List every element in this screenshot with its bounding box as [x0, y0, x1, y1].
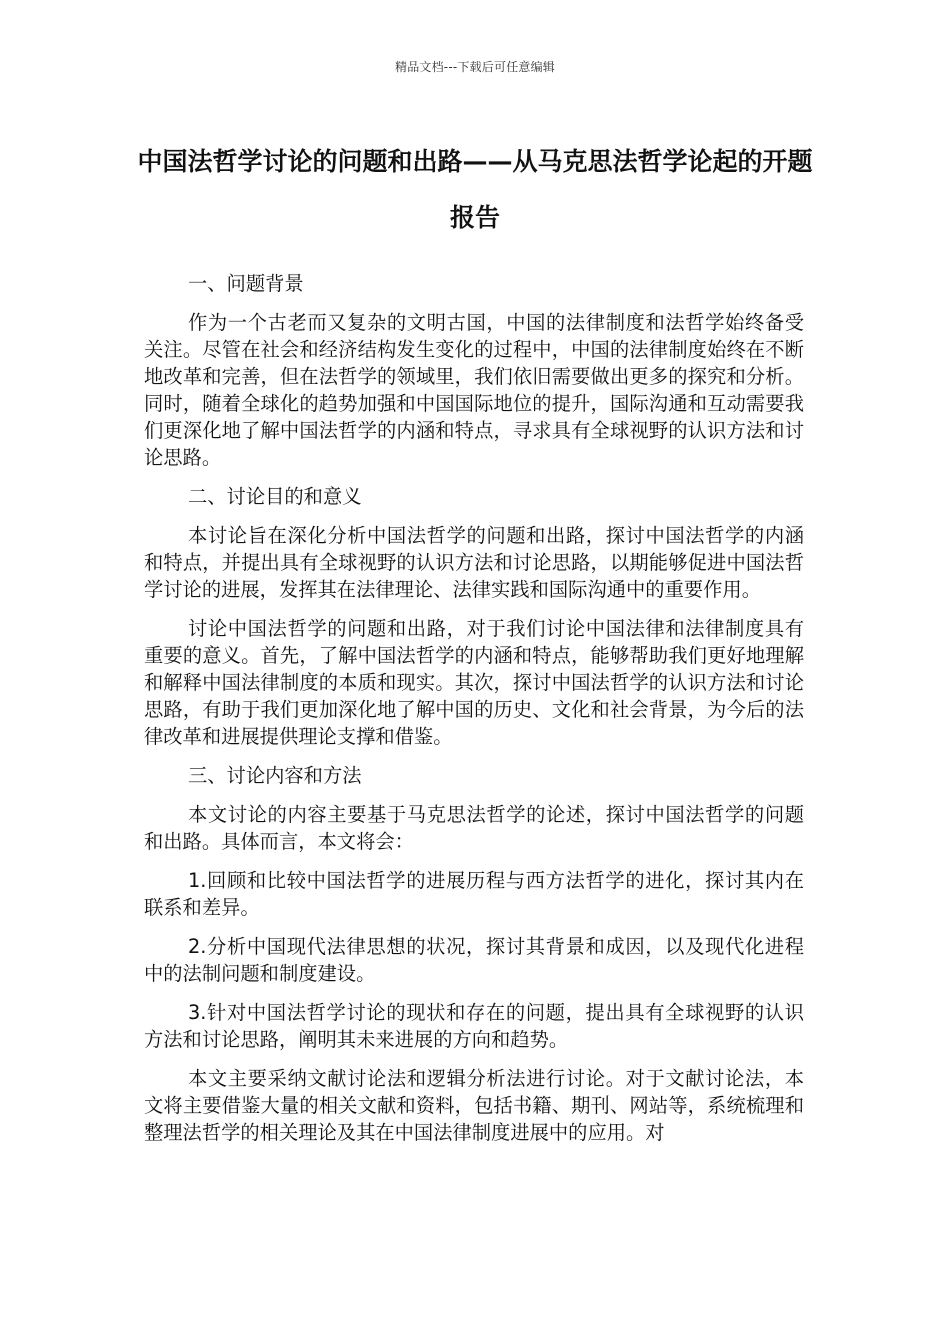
section-heading-content-method: 三、讨论内容和方法 [188, 764, 362, 787]
list-item-3: 3.针对中国法哲学讨论的现状和存在的问题，提出具有全球视野的认识方法和讨论思路，阐明其未来进展的方向和趋势。 [144, 1001, 804, 1051]
list-item-2: 2.分析中国现代法律思想的状况，探讨其背景和成因，以及现代化进程中的法制问题和制度建设。 [144, 935, 804, 985]
paragraph-background: 作为一个古老而又复杂的文明古国，中国的法律制度和法哲学始终备受关注。尽管在社会和经济结构发生变化的过程中，中国的法律制度始终在不断地改革和完善，但在法哲学的领域里，我们依旧需要做出更多的探究和分析。同时，随着全球化的趋势加强和中国国际地位的提升，国际沟通和互动需要我们更深化地了解中国法哲学的内涵和特点，寻求具有全球视野的认识方法和讨论思路。 [144, 311, 804, 469]
section-heading-background: 一、问题背景 [188, 272, 304, 295]
document-title: 中国法哲学讨论的问题和出路——从马克思法哲学论起的开题报告 [137, 147, 813, 232]
page-header-note: 精品文档---下载后可任意编辑 [395, 60, 555, 74]
document-body [144, 270, 804, 1158]
section-heading-purpose: 二、讨论目的和意义 [188, 485, 362, 508]
paragraph-purpose-2: 讨论中国法哲学的问题和出路，对于我们讨论中国法律和法律制度具有重要的意义。首先，了解中国法哲学的内涵和特点，能够帮助我们更好地理解和解释中国法律制度的本质和现实。其次，探讨中国法哲学的认识方法和讨论思路，有助于我们更加深化地了解中国的历史、文化和社会背景，为今后的法律改革和进展提供理论支撑和借鉴。 [144, 617, 804, 748]
paragraph-method: 本文主要采纳文献讨论法和逻辑分析法进行讨论。对于文献讨论法，本文将主要借鉴大量的相关文献和资料，包括书籍、期刊、网站等，系统梳理和整理法哲学的相关理论及其在中国法律制度进展中的应用。对 [144, 1067, 804, 1144]
paragraph-purpose-1: 本讨论旨在深化分析中国法哲学的问题和出路，探讨中国法哲学的内涵和特点，并提出具有全球视野的认识方法和讨论思路，以期能够促进中国法哲学讨论的进展，发挥其在法律理论、法律实践和国际沟通中的重要作用。 [144, 524, 804, 601]
list-item-1: 1.回顾和比较中国法哲学的进展历程与西方法哲学的进化，探讨其内在联系和差异。 [144, 869, 804, 919]
paragraph-content-intro: 本文讨论的内容主要基于马克思法哲学的论述，探讨中国法哲学的问题和出路。具体而言，本文将会： [144, 803, 804, 853]
